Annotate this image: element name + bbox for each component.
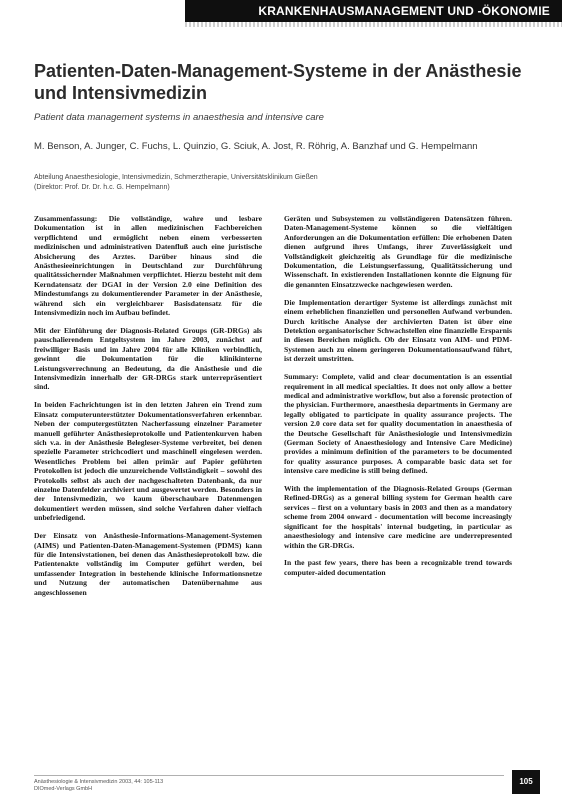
footer-divider <box>34 775 504 776</box>
article-subtitle: Patient data management systems in anaesthesia and intensive care <box>34 112 324 123</box>
publisher-name: DIOmed-Verlags GmbH <box>34 786 93 792</box>
journal-citation: Anästhesiologie & Intensivmedizin 2003, 44: 105-113 <box>34 779 164 785</box>
section-title: KRANKENHAUSMANAGEMENT UND -ÖKONOMIE <box>258 4 550 18</box>
page-footer <box>34 779 334 793</box>
banner-stripe <box>185 22 562 27</box>
abstract-label: Zusammenfassung: <box>34 214 98 223</box>
article-authors: M. Benson, A. Junger, C. Fuchs, L. Quinzio, G. Sciuk, A. Jost, R. Röhrig, A. Banzhaf und G. Hempelmann <box>34 141 478 152</box>
abstract-text: Die vollständige, wahre und lesbare Dokumentation ist in allen medizinischen Fachbereichen verpflichtend und ermöglicht neben einem verbesserten medizinischen und administrativen Datenfluß auch eine juristische Absicherung des Arztes. Darüber hinaus sind die Anästhesieeinrichtungen in Deutschland zur Durchführung qualitätssichernder Maßnahmen verpflichtet. Hierzu besteht mit dem Kerndatensatz der DGAI in der Version 2.0 eine Definition des Mindestumfangs zu dokumentierender Parameter in der Anästhesie, während sich ein vergleichbarer Basisdatensatz für die Intensivmedizin noch im Aufbau befindet. <box>34 214 262 318</box>
article-affiliation <box>34 173 514 193</box>
body-paragraph: With the implementation of the Diagnosis-Related Groups (German Refined-DRGs) as a general billing system for German health care services – first on a voluntary basis in 2003 and then as a mandatory scheme from 2004 onward - documentation will become increasingly significant for the hospitals' internal budgeting, in particular as anaesthesiology and intensive care medicine are underrepresented within the GR-DRGs. <box>284 484 512 550</box>
body-paragraph: In beiden Fachrichtungen ist in den letzten Jahren ein Trend zum Einsatz computerunterstützter Dokumentationsverfahren erkennbar. Neben der computergestützten Nacherfassung einzelner Parameter manuell geführter Anästhesieprotokolle und Patientenkurven haben sich v.a. in der Anästhesie Belegleser-Systeme verbreitet, bei denen spezielle Parameter strichcodiert und maschinell eingelesen werden. Wesentliches Problem bei allen primär auf Papier geführten Protokollen ist jedoch die unzureichende Vollständigkeit – sowohl des Protokolls selbst als auch der nachgeschalteten Datenbank, da nur einzelne Datenfelder archiviert und ausgewertet werden. Besonders in der Intensivmedizin, wo kaum überschaubare Datenmengen dokumentiert werden müssen, sind solche Verfahren daher vielfach unbefriedigend. <box>34 400 262 523</box>
body-paragraph: Mit der Einführung der Diagnosis-Related Groups (GR-DRGs) als pauschalierendem Entgeltsystem im Jahre 2003, zunächst auf freiwilliger Basis und im Jahre 2004 für alle Kliniken verbindlich, gewinnt die Dokumentation für die klinikinterne Leistungsverrechnung an Bedeutung, da die Anästhesie und die Intensivmedizin innerhalb der GR-DRGs stark unterrepräsentiert sind. <box>34 325 262 392</box>
summary-label: Summary: <box>284 372 319 382</box>
text-column-left <box>34 214 262 605</box>
text-column-right <box>284 214 512 586</box>
body-paragraph: Der Einsatz von Anästhesie-Informations-Management-Systemen (AIMS) und Patienten-Daten-Management-Systemen (PDMS) kann für die Intensivstationen, bei denen das Anästhesieprotokoll bzw. die Patientenakte vollständig im Computer geführt werden, bei umfassender Integration in bestehende klinische Informationsnetze und Nutzung der automatischen Datenübernahme aus angeschlossenen <box>34 531 262 597</box>
section-banner <box>185 0 562 22</box>
body-paragraph: In the past few years, there has been a recognizable trend towards computer-aided documentation <box>284 558 512 577</box>
body-paragraph: Geräten und Subsystemen zu vollständigeren Datensätzen führen. Daten-Management-Systeme können so die vielfältigen Anforderungen an die Dokumentation erfüllen: Die erhobenen Daten dienen aufgrund ihres Umfangs, ihrer Zuverlässigkeit und Vollständigkeit gleichzeitig als Grundlage für die medizinische Dokumentation, die Leistungserfassung, Qualitätssicherung und Wissenschaft. In existierenden Installationen konnte die Eignung für die genannten Einsatzzwecke nachgewiesen werden. <box>284 214 512 289</box>
affiliation-line-1: Abteilung Anaesthesiologie, Intensivmedizin, Schmerztherapie, Universitätsklinikum Gießen <box>34 174 318 181</box>
abstract-german <box>34 214 262 317</box>
article-title: Patienten-Daten-Management-Systeme in der Anästhesie und Intensivmedizin <box>34 61 522 103</box>
summary-text: Complete, valid and clear documentation is an essential requirement in all medical specialties. It does not only allow a better medical and administrative workflow, but also a forensic protection of the physician. Furthermore, anaesthesia departments in Germany are legally obligated to participate in quality assurance projects. The version 2.0 core data set for quality documentation in anaesthesia of the Deutsche Gesellschaft für Anästhesiologie und Intensivmedizin (German Society of Anaesthesiology and Intensive Care Medicine) provides a minimum definition of the parameters to be documented for quality assurance purposes. A comparable basic data set for intensive care medicine is still being defined. <box>284 372 512 476</box>
page-number: 105 <box>512 770 540 794</box>
affiliation-line-2: (Direktor: Prof. Dr. Dr. h.c. G. Hempelmann) <box>34 184 170 191</box>
body-paragraph: Die Implementation derartiger Systeme ist allerdings zunächst mit einem erheblichen finanziellen und personellen Aufwand verbunden. Durch kritische Analyse der archivierten Daten ist über eine Detektion organisatorischer Schwachstellen eine finanzielle Ersparnis in diesen Bereichen möglich. Ob der Einsatz von AIM- und PDM-Systemen auch zu einem geringeren Dokumentationsaufwand führt, ist derzeit umstritten. <box>284 297 512 364</box>
summary-english <box>284 372 512 475</box>
